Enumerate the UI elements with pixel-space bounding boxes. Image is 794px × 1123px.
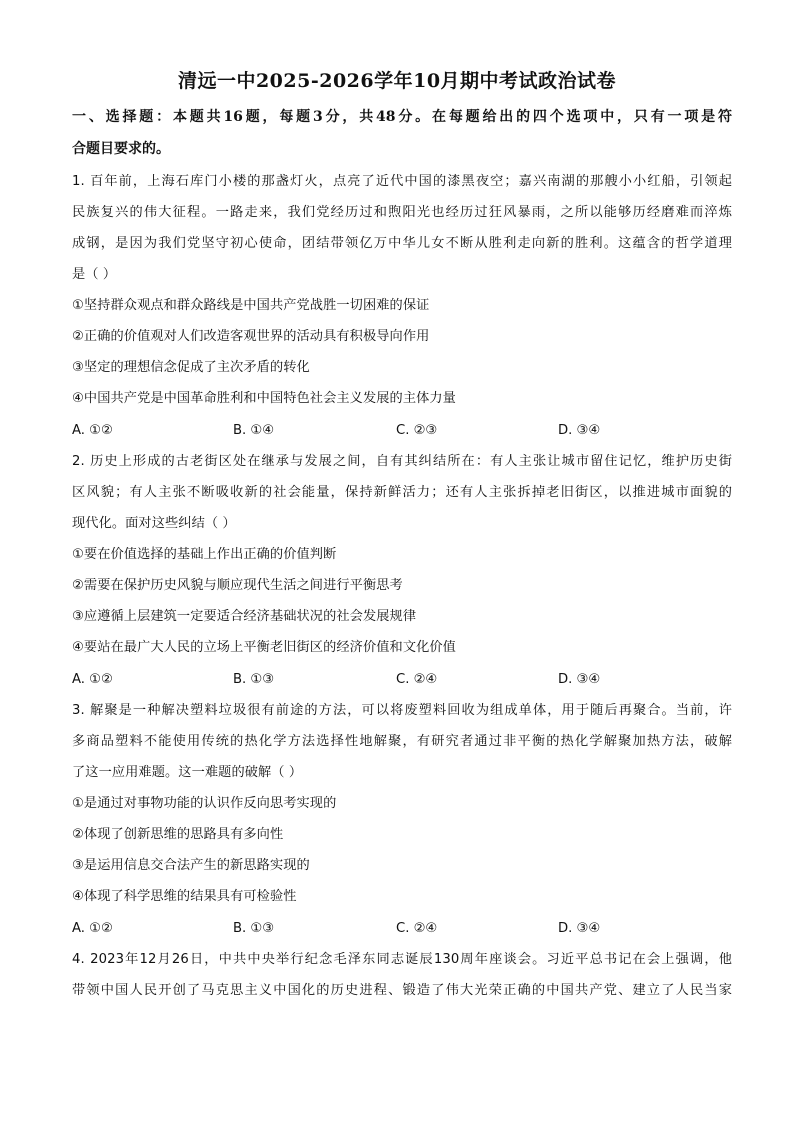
question-stem-line: 带领中国人民开创了马克思主义中国化的历史进程、锻造了伟大光荣正确的中国共产党、建立了人民当家 [72, 983, 732, 998]
question-stem-line: 了这一应用难题。这一难题的破解（ ） [72, 765, 303, 780]
question-stem-line: 现代化。面对这些纠结（ ） [72, 516, 236, 531]
statement-item: ④中国共产党是中国革命胜利和中国特色社会主义发展的主体力量 [72, 391, 456, 406]
answer-options [72, 919, 732, 939]
statement-item: ②体现了创新思维的思路具有多向性 [72, 827, 284, 842]
statement-item: ①是通过对事物功能的认识作反向思考实现的 [72, 796, 337, 811]
question-stem-line: 3. 解聚是一种解决塑料垃圾很有前途的方法，可以将废塑料回收为组成单体，用于随后再聚合。当前，许 [72, 703, 732, 718]
question-stem-line: 民族复兴的伟大征程。一路走来，我们党经历过和煦阳光也经历过狂风暴雨，之所以能够历经磨难而淬炼 [72, 205, 732, 220]
option-c[interactable]: C. ②③ [396, 423, 438, 438]
section-instructions-line-2: 合题目要求的。 [72, 141, 170, 157]
option-a[interactable]: A. ①② [72, 672, 113, 687]
statement-item: ②需要在保护历史风貌与顺应现代生活之间进行平衡思考 [72, 578, 403, 593]
option-b[interactable]: B. ①④ [233, 423, 275, 438]
option-d[interactable]: D. ③④ [558, 672, 601, 687]
section-instructions-line-1: 一、选择题：本题共16题，每题3分，共48分。在每题给出的四个选项中，只有一项是符 [72, 109, 732, 125]
statement-item: ③是运用信息交合法产生的新思路实现的 [72, 858, 310, 873]
question-stem-line: 是（ ） [72, 267, 117, 282]
answer-options [72, 421, 732, 441]
option-b[interactable]: B. ①③ [233, 672, 275, 687]
statement-item: ④体现了科学思维的结果具有可检验性 [72, 889, 297, 904]
statement-item: ④要站在最广大人民的立场上平衡老旧街区的经济价值和文化价值 [72, 640, 456, 655]
statement-item: ②正确的价值观对人们改造客观世界的活动具有积极导向作用 [72, 329, 430, 344]
option-c[interactable]: C. ②④ [396, 672, 438, 687]
question-stem-line: 多商品塑料不能使用传统的热化学方法选择性地解聚，有研究者通过非平衡的热化学解聚加热方法，破解 [72, 734, 732, 749]
question-stem-line: 区风貌；有人主张不断吸收新的社会能量，保持新鲜活力；还有人主张拆掉老旧街区，以推进城市面貌的 [72, 485, 732, 500]
statement-item: ③坚定的理想信念促成了主次矛盾的转化 [72, 360, 310, 375]
option-b[interactable]: B. ①③ [233, 921, 275, 936]
question-stem-line: 成钢，是因为我们党坚守初心使命，团结带领亿万中华儿女不断从胜利走向新的胜利。这蕴含的哲学道理 [72, 236, 732, 251]
option-a[interactable]: A. ①② [72, 423, 113, 438]
statement-item: ③应遵循上层建筑一定要适合经济基础状况的社会发展规律 [72, 609, 417, 624]
option-a[interactable]: A. ①② [72, 921, 113, 936]
option-c[interactable]: C. ②④ [396, 921, 438, 936]
option-d[interactable]: D. ③④ [558, 921, 601, 936]
statement-item: ①要在价值选择的基础上作出正确的价值判断 [72, 547, 337, 562]
option-d[interactable]: D. ③④ [558, 423, 601, 438]
statement-item: ①坚持群众观点和群众路线是中国共产党战胜一切困难的保证 [72, 298, 430, 313]
answer-options [72, 670, 732, 690]
question-stem-line: 4. 2023年12月26日，中共中央举行纪念毛泽东同志诞辰130周年座谈会。习近平总书记在会上强调，他 [72, 952, 732, 967]
page-title: 清远一中2025-2026学年10月期中考试政治试卷 [177, 70, 617, 92]
question-stem-line: 2. 历史上形成的古老街区处在继承与发展之间，自有其纠结所在：有人主张让城市留住记忆，维护历史街 [72, 454, 732, 469]
question-stem-line: 1. 百年前，上海石库门小楼的那盏灯火，点亮了近代中国的漆黑夜空；嘉兴南湖的那艘小小红船，引领起 [72, 174, 732, 189]
